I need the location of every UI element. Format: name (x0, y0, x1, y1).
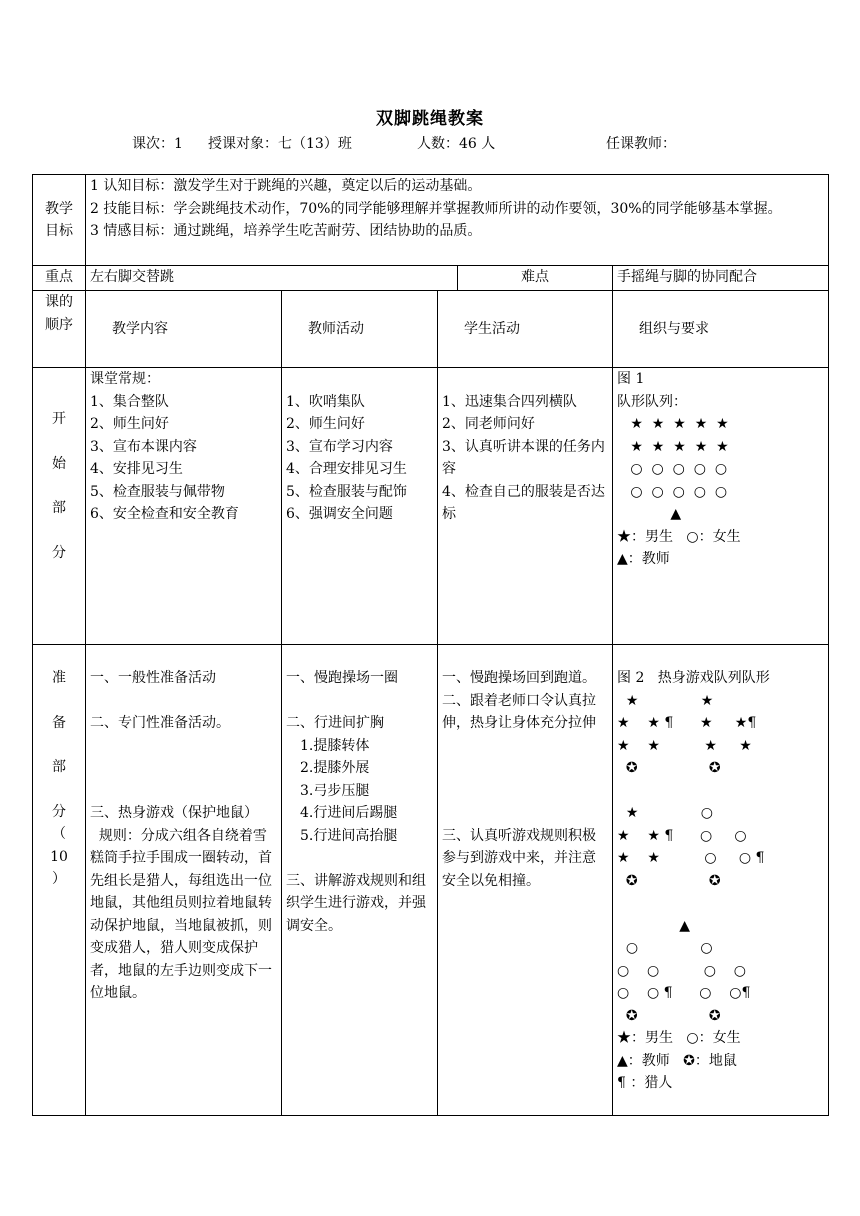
objectives-content (86, 175, 829, 266)
objectives-row (33, 175, 829, 266)
document-title: 双脚跳绳教案 (376, 109, 484, 129)
header-row (33, 291, 829, 368)
objectives-label: 教学 目标 (33, 175, 86, 266)
objective-cognitive: 1 认知目标：激发学生对于跳绳的兴趣，奠定以后的运动基础。 (90, 178, 482, 194)
difficulty-label: 难点 (458, 266, 613, 291)
student-activity-header: 学生活动 (438, 291, 613, 368)
start-content: 课堂常规： 1、集合整队 2、师生问好 3、宣布本课内容 4、安排见习生 5、检查服装与佩带物 6、安全检查和安全教育 (86, 368, 282, 645)
content-header: 教学内容 (86, 291, 282, 368)
start-section-row (33, 368, 829, 645)
key-value: 左右脚交替跳 (86, 266, 458, 291)
start-teacher-activity: 1、吹哨集队 2、师生问好 3、宣布学习内容 4、合理安排见习生 5、检查服装与配饰 6、强调安全问题 (282, 368, 438, 645)
difficulty-value: 手摇绳与脚的协同配合 (613, 266, 829, 291)
key-points-row (33, 266, 829, 291)
teacher-activity-header: 教师活动 (282, 291, 438, 368)
prep-content: 一、一般性准备活动 二、专门性准备活动。 三、热身游戏（保护地鼠） 规则：分成六组各自绕着雪糕筒手拉手围成一圈转动，首先组长是猎人，每组选出一位地鼠，其他组员则拉着地鼠转动保护地鼠，当地鼠被抓，则变成猎人，猎人则变成保护者，地鼠的左手边则变成下一位地鼠。 (86, 645, 282, 1116)
key-label: 重点 (33, 266, 86, 291)
start-student-activity: 1、迅速集合四列横队 2、同老师问好 3、认真听讲本课的任务内容 4、检查自己的服装是否达标 (438, 368, 613, 645)
lesson-audience: 授课对象：七（13）班 (208, 136, 352, 152)
lesson-number: 课次：1 (132, 136, 183, 152)
objective-skill: 2 技能目标：学会跳绳技术动作，70%的同学能够理解并掌握教师所讲的动作要领，30%的同学能够基本掌握。 (90, 200, 782, 217)
prep-section-row (33, 645, 829, 1116)
objective-affective: 3 情感目标：通过跳绳，培养学生吃苦耐劳、团结协助的品质。 (90, 223, 482, 239)
prep-teacher-activity: 一、慢跑操场一圈 二、行进间扩胸 1.提膝转体 2.提膝外展 3.弓步压腿 4.行进间后踢腿 5.行进间高抬腿 三、讲解游戏规则和组织学生进行游戏，并强调安全。 (282, 645, 438, 1116)
student-count: 人数：46 人 (417, 136, 496, 152)
organization-header: 组织与要求 (613, 291, 829, 368)
prep-formation-diagram: 图 2 热身游戏队列队形 ★ ★ ★ ★ ¶ ★ ★¶ ★ ★ ★ ★ ✪ ✪ ★ ○ ★ ★ ¶ ○ ○ ★ ★ ○ ○ ¶ ✪ ✪ ▲ ○ ○ ○ ○ ○ ○ ○ ○ ¶ ○ ○¶ ✪ ✪ ★：男生 ○：女生 ▲：教师 ✪：地鼠 ¶ ：猎人 (613, 645, 829, 1116)
teacher-name: 任课教师： (606, 136, 676, 152)
order-header: 课的 顺序 (33, 291, 86, 368)
start-formation-diagram: 图 1 队形队列： ★ ★ ★ ★ ★ ★ ★ ★ ★ ★ ○ ○ ○ ○ ○ ○ ○ ○ ○ ○ ▲ ★：男生 ○：女生 ▲：教师 (613, 368, 829, 645)
prep-section-label: 准 备 部 分 （ 10 ） (33, 645, 86, 1116)
prep-student-activity: 一、慢跑操场回到跑道。 二、跟着老师口令认真拉伸，热身让身体充分拉伸 三、认真听游戏规则积极参与到游戏中来，并注意安全以免相撞。 (438, 645, 613, 1116)
start-section-label: 开 始 部 分 (33, 368, 86, 645)
lesson-plan-table (32, 174, 829, 1116)
